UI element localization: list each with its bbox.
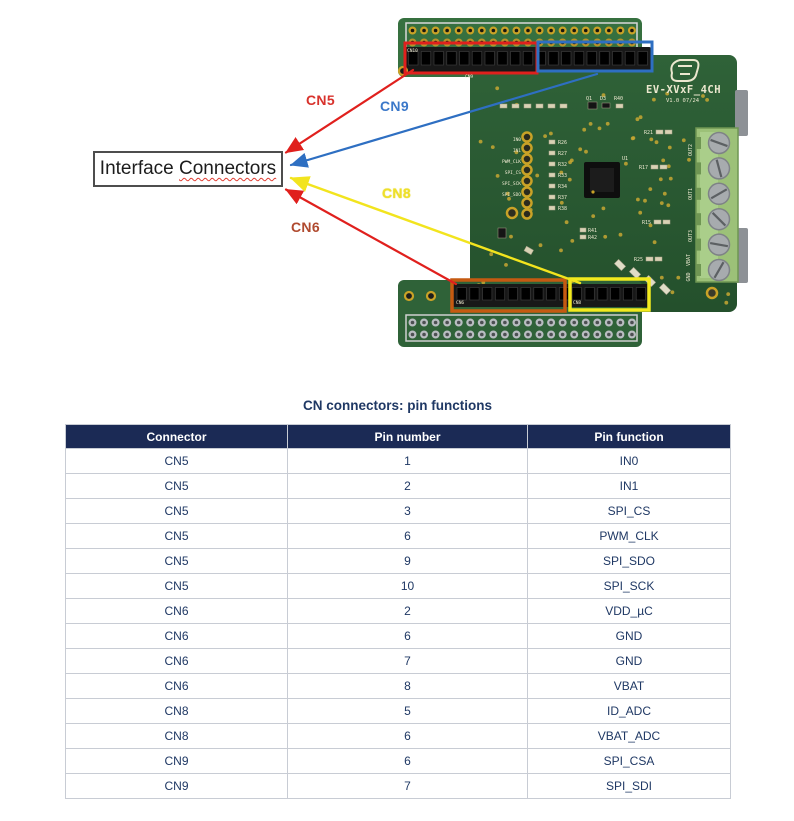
table-cell: 8 bbox=[288, 674, 528, 699]
silk-ref: R41 bbox=[588, 228, 598, 234]
table-row bbox=[66, 474, 731, 499]
header-pin-number: Pin number bbox=[288, 425, 528, 449]
silk-tp: SPI_SDO bbox=[502, 193, 521, 198]
silk-vbat: VBAT bbox=[686, 253, 692, 267]
table-cell: CN6 bbox=[66, 624, 288, 649]
table-cell: 6 bbox=[288, 624, 528, 649]
table-cell: SPI_CSA bbox=[528, 749, 731, 774]
table-cell: GND bbox=[528, 649, 731, 674]
table-row bbox=[66, 699, 731, 724]
transistor bbox=[498, 228, 506, 238]
table-cell: SPI_CS bbox=[528, 499, 731, 524]
diode bbox=[602, 103, 610, 108]
silk-ref: R17 bbox=[639, 165, 649, 171]
annotated-board-figure bbox=[0, 0, 794, 395]
table-cell: 3 bbox=[288, 499, 528, 524]
table-row bbox=[66, 649, 731, 674]
table-row bbox=[66, 449, 731, 474]
table-row bbox=[66, 674, 731, 699]
table-cell: ID_ADC bbox=[528, 699, 731, 724]
table-cell: 7 bbox=[288, 649, 528, 674]
table-row bbox=[66, 574, 731, 599]
silk-cn10: CN10 bbox=[407, 49, 418, 54]
silk-ref: R27 bbox=[558, 151, 568, 157]
table-cell: 9 bbox=[288, 549, 528, 574]
table-cell: CN6 bbox=[66, 599, 288, 624]
silk-cn6: CN6 bbox=[456, 301, 465, 306]
table-cell: PWM_CLK bbox=[528, 524, 731, 549]
header-pin-function: Pin function bbox=[528, 425, 731, 449]
silk-tp: SPI_CS bbox=[504, 171, 521, 176]
silk-ref: D3 bbox=[600, 96, 607, 102]
table-row bbox=[66, 549, 731, 574]
table-cell: CN5 bbox=[66, 449, 288, 474]
table-cell: CN6 bbox=[66, 674, 288, 699]
table-cell: VBAT bbox=[528, 674, 731, 699]
silk-ref: Q1 bbox=[586, 96, 593, 102]
table-cell: 5 bbox=[288, 699, 528, 724]
table-cell: CN6 bbox=[66, 649, 288, 674]
arrow-cn6 bbox=[286, 190, 456, 285]
table-cell: 1 bbox=[288, 449, 528, 474]
silk-out3: OUT3 bbox=[688, 229, 694, 243]
silk-ref: R37 bbox=[558, 195, 568, 201]
silk-ref: R25 bbox=[634, 257, 644, 263]
table-row bbox=[66, 774, 731, 799]
label-cn6: CN6 bbox=[291, 219, 320, 235]
table-row bbox=[66, 724, 731, 749]
table-cell: VDD_µC bbox=[528, 599, 731, 624]
table-cell: 2 bbox=[288, 599, 528, 624]
silk-ref: R15 bbox=[642, 220, 652, 226]
board-name: EV-XVxF_4CH bbox=[646, 84, 722, 96]
table-cell: CN5 bbox=[66, 499, 288, 524]
silk-tp: SPI_SCK bbox=[502, 182, 521, 187]
bottom-header-sockets bbox=[457, 288, 646, 301]
table-cell: CN5 bbox=[66, 474, 288, 499]
silk-ref: R40 bbox=[614, 96, 624, 102]
label-cn5: CN5 bbox=[306, 92, 335, 108]
table-cell: GND bbox=[528, 624, 731, 649]
table-cell: CN8 bbox=[66, 724, 288, 749]
table-cell: IN1 bbox=[528, 474, 731, 499]
silk-ref: R26 bbox=[558, 140, 568, 146]
table-row bbox=[66, 599, 731, 624]
pin-functions-section bbox=[65, 398, 730, 799]
silk-ref: R21 bbox=[644, 130, 654, 136]
table-cell: SPI_SCK bbox=[528, 574, 731, 599]
table-body bbox=[66, 449, 731, 799]
table-cell: SPI_SDO bbox=[528, 549, 731, 574]
callout-text-underlined: Connectors bbox=[179, 158, 277, 179]
silk-tp: IN0 bbox=[512, 138, 521, 143]
table-cell: CN5 bbox=[66, 574, 288, 599]
silk-cn8: CN8 bbox=[573, 301, 582, 306]
silk-ref: R32 bbox=[558, 162, 568, 168]
silk-ref: U1 bbox=[622, 156, 629, 162]
screw-terminal-block bbox=[696, 128, 738, 282]
table-cell: CN5 bbox=[66, 524, 288, 549]
pin-functions-table bbox=[65, 424, 731, 799]
silk-tp: PWM_CLK bbox=[502, 160, 521, 165]
silk-gnd: GND bbox=[686, 272, 692, 282]
table-row bbox=[66, 749, 731, 774]
table-cell: 6 bbox=[288, 749, 528, 774]
board-version: V1.0 07/24 bbox=[666, 98, 700, 104]
label-cn9: CN9 bbox=[380, 98, 409, 114]
silk-ref: R42 bbox=[588, 235, 598, 241]
table-cell: VBAT_ADC bbox=[528, 724, 731, 749]
header-connector: Connector bbox=[66, 425, 288, 449]
callout-text: Interface bbox=[99, 158, 180, 179]
table-row bbox=[66, 624, 731, 649]
table-cell: 6 bbox=[288, 524, 528, 549]
table-cell: 7 bbox=[288, 774, 528, 799]
table-cell: CN8 bbox=[66, 699, 288, 724]
label-cn8: CN8 bbox=[382, 185, 411, 201]
table-cell: CN9 bbox=[66, 749, 288, 774]
main-ic bbox=[584, 162, 620, 198]
silk-tp: IN1 bbox=[512, 149, 521, 154]
table-cell: 6 bbox=[288, 724, 528, 749]
silk-out1: OUT1 bbox=[688, 187, 694, 201]
table-row bbox=[66, 499, 731, 524]
table-header-row bbox=[66, 425, 731, 449]
silk-cn9: CN9 bbox=[465, 75, 474, 80]
silk-ref: R33 bbox=[558, 173, 568, 179]
silk-ref: R38 bbox=[558, 206, 568, 212]
table-row bbox=[66, 524, 731, 549]
table-cell: 10 bbox=[288, 574, 528, 599]
gnd-test-pad bbox=[507, 208, 517, 218]
interface-connectors-callout bbox=[93, 151, 283, 187]
table-title: CN connectors: pin functions bbox=[303, 398, 492, 413]
table-cell: CN9 bbox=[66, 774, 288, 799]
table-cell: SPI_SDI bbox=[528, 774, 731, 799]
table-cell: CN5 bbox=[66, 549, 288, 574]
silk-out2: OUT2 bbox=[688, 143, 694, 157]
silk-ref: R34 bbox=[558, 184, 568, 190]
table-cell: IN0 bbox=[528, 449, 731, 474]
transistor bbox=[588, 102, 597, 109]
table-cell: 2 bbox=[288, 474, 528, 499]
